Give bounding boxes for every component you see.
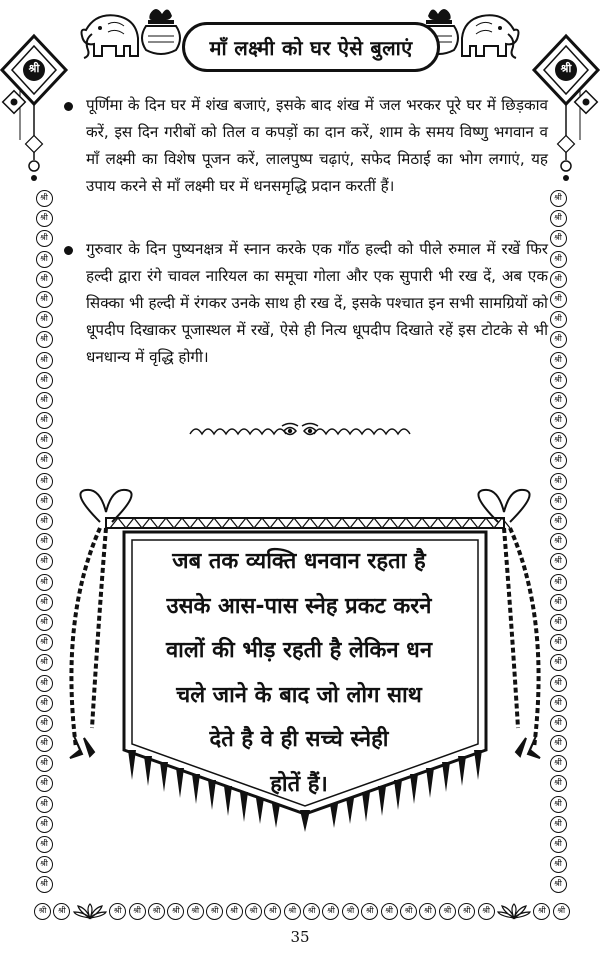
shri-border-glyph: श्री <box>36 755 53 772</box>
shri-border-glyph: श्री <box>550 856 567 873</box>
shri-border-glyph: श्री <box>129 903 146 920</box>
shri-border-glyph: श्री <box>36 513 53 530</box>
shri-border-glyph: श्री <box>550 755 567 772</box>
tassel-rope-icon <box>478 490 540 758</box>
shri-border-glyph: श्री <box>550 372 567 389</box>
shri-border-glyph: श्री <box>550 654 567 671</box>
quote-line: होतें हैं। <box>270 771 328 797</box>
shri-border-glyph: श्री <box>550 473 567 490</box>
shri-border-glyph: श्री <box>36 271 53 288</box>
left-emblem-text: श्री <box>28 62 40 75</box>
right-border <box>548 190 568 897</box>
tassel-rope-icon <box>70 490 132 758</box>
shri-border-glyph: श्री <box>361 903 378 920</box>
shri-border-glyph: श्री <box>36 836 53 853</box>
quote-line: चले जाने के बाद जो लोग साथ <box>176 682 422 708</box>
shri-border-glyph: श्री <box>36 715 53 732</box>
shri-border-glyph: श्री <box>553 903 570 920</box>
shri-border-glyph: श्री <box>36 816 53 833</box>
shri-border-glyph: श्री <box>550 412 567 429</box>
shri-border-glyph: श्री <box>550 452 567 469</box>
shri-border-glyph: श्री <box>550 392 567 409</box>
shri-border-glyph: श्री <box>550 796 567 813</box>
shri-border-glyph: श्री <box>550 574 567 591</box>
left-border <box>34 190 54 897</box>
elephant-icon <box>462 15 519 58</box>
shri-border-glyph: श्री <box>550 735 567 752</box>
shri-border-glyph: श्री <box>36 452 53 469</box>
flower-divider-icon <box>186 420 414 442</box>
shri-border-glyph: श्री <box>109 903 126 920</box>
shri-border-glyph: श्री <box>550 533 567 550</box>
shri-border-glyph: श्री <box>550 493 567 510</box>
shri-border-glyph: श्री <box>550 675 567 692</box>
shri-border-glyph: श्री <box>550 816 567 833</box>
page-number: 35 <box>290 928 310 946</box>
shri-border-glyph: श्री <box>550 352 567 369</box>
shri-border-glyph: श्री <box>206 903 223 920</box>
shri-border-glyph: श्री <box>550 331 567 348</box>
quote-text <box>132 540 466 807</box>
shri-border-glyph: श्री <box>36 614 53 631</box>
bullet-paragraph-1: पूर्णिमा के दिन घर में शंख बजाएं, इसके बाद शंख में जल भरकर पूरे घर में छिड़काव करें, इस दिन गरीबों को तिल व कपड़ों का दान करें, शाम के समय विष्णु भगवान व माँ लक्ष्मी का विशेष पूजन करें, लालपुष्प चढ़ाएं, सफेद मिठाई का भोग लगाएं, यह उपाय करने से माँ लक्ष्मी घर में धनसमृद्धि प्रदान करतीं हैं। <box>62 92 548 200</box>
shri-border-glyph: श्री <box>550 190 567 207</box>
shri-border-glyph: श्री <box>478 903 495 920</box>
shri-border-glyph: श्री <box>226 903 243 920</box>
shri-border-glyph: श्री <box>36 695 53 712</box>
shri-border-glyph: श्री <box>53 903 70 920</box>
shri-border-glyph: श्री <box>550 775 567 792</box>
shri-border-glyph: श्री <box>264 903 281 920</box>
shri-border-glyph: श्री <box>36 533 53 550</box>
shri-border-glyph: श्री <box>36 392 53 409</box>
title-banner <box>182 22 440 72</box>
shri-border-glyph: श्री <box>533 903 550 920</box>
shri-border-glyph: श्री <box>36 654 53 671</box>
shri-border-glyph: श्री <box>36 230 53 247</box>
shri-border-glyph: श्री <box>303 903 320 920</box>
shri-border-glyph: श्री <box>36 331 53 348</box>
shri-border-glyph: श्री <box>550 594 567 611</box>
shri-border-glyph: श्री <box>187 903 204 920</box>
shri-border-glyph: श्री <box>550 695 567 712</box>
shri-border-glyph: श्री <box>550 715 567 732</box>
shri-border-glyph: श्री <box>36 251 53 268</box>
shri-border-glyph: श्री <box>36 574 53 591</box>
shri-border-glyph: श्री <box>36 634 53 651</box>
shri-border-glyph: श्री <box>550 836 567 853</box>
shri-border-glyph: श्री <box>36 553 53 570</box>
shri-border-glyph: श्री <box>550 291 567 308</box>
shri-border-glyph: श्री <box>550 634 567 651</box>
bottom-border <box>34 900 570 922</box>
shri-border-glyph: श्री <box>322 903 339 920</box>
shri-border-glyph: श्री <box>36 796 53 813</box>
shri-border-glyph: श्री <box>167 903 184 920</box>
shri-border-glyph: श्री <box>550 251 567 268</box>
shri-border-glyph: श्री <box>36 412 53 429</box>
shri-border-glyph: श्री <box>36 210 53 227</box>
shri-border-glyph: श्री <box>36 311 53 328</box>
shri-border-glyph: श्री <box>36 372 53 389</box>
shri-border-glyph: श्री <box>36 876 53 893</box>
shri-border-glyph: श्री <box>550 614 567 631</box>
shri-border-glyph: श्री <box>245 903 262 920</box>
shri-border-glyph: श्री <box>36 675 53 692</box>
shri-border-glyph: श्री <box>36 352 53 369</box>
lotus-icon <box>73 902 107 920</box>
shri-border-glyph: श्री <box>36 856 53 873</box>
shri-border-glyph: श्री <box>439 903 456 920</box>
shri-border-glyph: श्री <box>36 594 53 611</box>
shri-border-glyph: श्री <box>36 775 53 792</box>
shri-border-glyph: श्री <box>550 513 567 530</box>
kalash-icon <box>142 9 180 54</box>
shri-border-glyph: श्री <box>36 473 53 490</box>
lotus-icon <box>497 902 531 920</box>
shri-border-glyph: श्री <box>550 432 567 449</box>
right-emblem-text: श्री <box>560 62 572 75</box>
elephant-icon <box>82 15 139 58</box>
shri-border-glyph: श्री <box>419 903 436 920</box>
quote-line: जब तक व्यक्ति धनवान रहता है <box>172 549 426 574</box>
quote-line: वालों की भीड़ रहती है लेकिन धन <box>165 638 433 663</box>
shri-border-glyph: श्री <box>36 291 53 308</box>
shri-border-glyph: श्री <box>34 903 51 920</box>
page-title: माँ लक्ष्मी को घर ऐसे बुलाएं <box>209 35 413 60</box>
shri-border-glyph: श्री <box>550 210 567 227</box>
quote-line: देते है वे ही सच्चे स्नेही <box>209 727 389 752</box>
shri-diamond-icon <box>2 36 66 181</box>
shri-border-glyph: श्री <box>284 903 301 920</box>
shri-border-glyph: श्री <box>550 230 567 247</box>
shri-border-glyph: श्री <box>36 493 53 510</box>
eyes-divider-icon <box>282 424 318 435</box>
shri-border-glyph: श्री <box>550 311 567 328</box>
shri-border-glyph: श्री <box>550 876 567 893</box>
shri-border-glyph: श्री <box>550 271 567 288</box>
quote-line: उसके आस-पास स्नेह प्रकट करने <box>166 593 432 619</box>
bullet-paragraph-2: गुरुवार के दिन पुष्यनक्षत्र में स्नान करके एक गाँठ हल्दी को पीले रुमाल में रखें फिर हल्दी द्वारा रंगे चावल नारियल का समूचा गोला और एक सुपारी भी रख दें, अब एक सिक्का भी हल्दी में रंगकर उनके साथ ही रख दें, इसके पश्चात इन सभी सामग्रियों को धूपदीप दिखाकर पूजास्थल में रखें, ऐसे ही नित्य धूपदीप दिखाते रहें इस टोटके से भी धनधान्य में वृद्धि होगी। <box>62 236 548 371</box>
shri-border-glyph: श्री <box>381 903 398 920</box>
shri-border-glyph: श्री <box>342 903 359 920</box>
shri-border-glyph: श्री <box>36 432 53 449</box>
shri-border-glyph: श्री <box>550 553 567 570</box>
shri-border-glyph: श्री <box>400 903 417 920</box>
shri-border-glyph: श्री <box>458 903 475 920</box>
shri-border-glyph: श्री <box>36 190 53 207</box>
shri-border-glyph: श्री <box>36 735 53 752</box>
shri-border-glyph: श्री <box>148 903 165 920</box>
